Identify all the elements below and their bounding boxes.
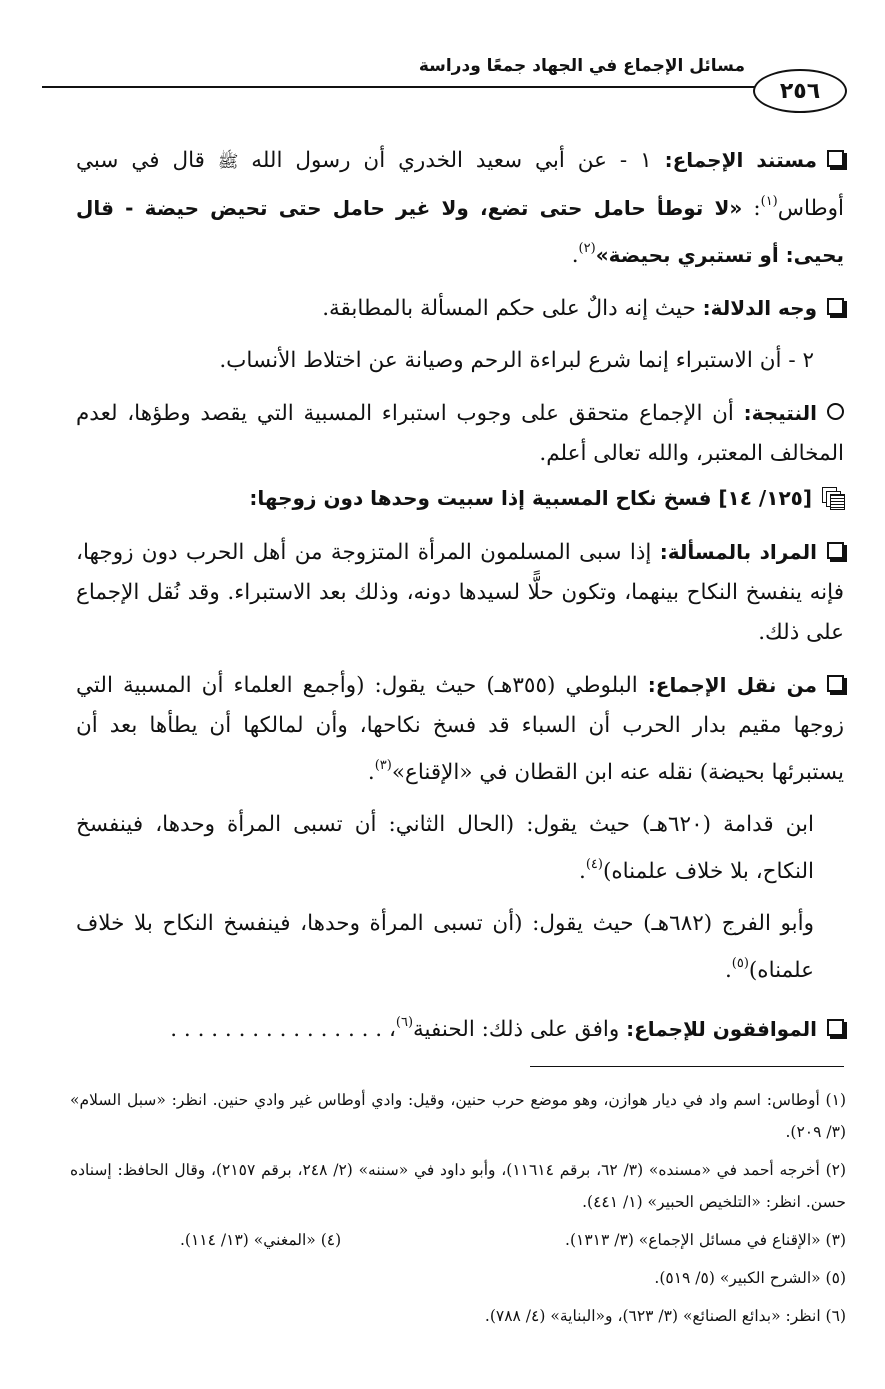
mustanad-text-1: ١ - عن أبي سعيد الخدري أن رسول الله <box>238 148 665 173</box>
muwafiqun-paragraph <box>76 1003 844 1050</box>
abu-faraj-text: وأبو الفرج (٦٨٢هـ) حيث يقول: (أن تسبى المرأة وحدها، فينفسخ النكاح بلا خلاف علمناه) <box>76 911 814 983</box>
header-rule <box>42 86 762 88</box>
footnotes <box>70 1084 846 1338</box>
end-dot: . <box>367 760 375 785</box>
square-bullet-icon <box>827 675 844 692</box>
mustanad-paragraph <box>76 140 844 276</box>
running-title: مسائل الإجماع في الجهاد جمعًا ودراسة <box>418 56 745 76</box>
result-text: أن الإجماع متحقق على وجوب استبراء المسبية التي يقصد وطؤها، لعدم المخالف المعتبر، والله تعالى أعلم. <box>76 401 844 466</box>
murad-paragraph <box>76 532 844 653</box>
footnote-5: (٥) «الشرح الكبير» (٥/ ٥١٩). <box>654 1269 846 1287</box>
naql-text: البلوطي (٣٥٥هـ) حيث يقول: (وأجمع العلماء أن المسبية التي زوجها مقيم بدار الحرب أن السباء قد فسخ نكاحها، وأن لمالكها أن يطأها بعد أن يستبرئها بحيضة) نقله عنه ابن القطان في «الإقناع» <box>76 673 844 785</box>
footnote-ref-3[interactable]: (٣) <box>374 758 392 773</box>
ibn-qudama-paragraph <box>76 805 844 892</box>
mustanad-text-3: : <box>742 196 761 221</box>
result-paragraph <box>76 393 844 474</box>
square-bullet-icon <box>827 1019 844 1036</box>
main-text <box>76 140 844 1062</box>
footnote-ref-6[interactable]: (٦) <box>395 1015 414 1030</box>
muwafiqun-text: وافق على ذلك: الحنفية <box>413 1017 627 1042</box>
result-label: النتيجة: <box>743 401 817 425</box>
ibn-qudama-text: ابن قدامة (٦٢٠هـ) حيث يقول: (الحال الثاني: أن تسبى المرأة وحدها، فينفسخ النكاح، بلا خلاف علمناه) <box>76 812 814 884</box>
muwafiqun-label: الموافقون للإجماع: <box>626 1017 817 1041</box>
section-heading-text: [١٢٥/ ١٤] فسخ نكاح المسبية إذا سبيت وحدها دون زوجها: <box>249 486 812 510</box>
mustanad-label: مستند الإجماع: <box>664 148 817 172</box>
footnote-3: (٣) «الإقناع في مسائل الإجماع» (٣/ ١٣١٣). <box>565 1231 846 1249</box>
footnote-rule <box>530 1066 844 1067</box>
dalala-text: حيث إنه دالٌ على حكم المسألة بالمطابقة. <box>322 296 703 321</box>
circle-bullet-icon <box>827 403 844 420</box>
footnote-ref-2[interactable]: (٢) <box>578 241 596 256</box>
dalala-label: وجه الدلالة: <box>702 296 817 320</box>
abu-faraj-paragraph <box>76 904 844 991</box>
murad-text: إذا سبى المسلمون المرأة المتزوجة من أهل الحرب دون زوجها، فإنه ينفسخ النكاح بينهما، وتكون حلًّا لسيدها دونه، وذلك بعد الاستبراء. وقد نُقل الإجماع على ذلك. <box>76 540 844 645</box>
page-number: ٢٥٦ <box>753 69 847 113</box>
end-dot: . <box>571 243 579 268</box>
footnote-ref-5[interactable]: (٥) <box>731 956 749 971</box>
footnote-ref-1[interactable]: (١) <box>760 194 778 209</box>
footnote-1: (١) أوطاس: اسم واد في ديار هوازن، وهو موضع حرب حنين، وقيل: وادي أوطاس غير وادي حنين. انظر: «سبل السلام» (٣/ ٢٠٩). <box>70 1091 846 1141</box>
footnote-row-3-4 <box>70 1224 846 1262</box>
documents-icon <box>822 487 844 507</box>
point-2-paragraph: ٢ - أن الاستبراء إنما شرع لبراءة الرحم وصيانة عن اختلاط الأنساب. <box>219 348 814 373</box>
section-heading <box>76 486 844 510</box>
square-bullet-icon <box>827 542 844 559</box>
mustanad-text-2: قال في سبي أوطاس <box>76 148 845 221</box>
end-dot: . <box>724 958 732 983</box>
end-dot: . <box>578 859 586 884</box>
square-bullet-icon <box>827 150 844 167</box>
naql-paragraph <box>76 665 844 793</box>
pbuh-glyph: ﷺ <box>217 152 239 172</box>
murad-label: المراد بالمسألة: <box>659 540 817 564</box>
hadith-text: «لا توطأ حامل حتى تضع، ولا غير حامل حتى تحيض حيضة - قال يحيى: أو تستبري بحيضة» <box>76 196 844 267</box>
footnote-4: (٤) «المغني» (١٣/ ١١٤). <box>180 1231 342 1249</box>
footnote-ref-4[interactable]: (٤) <box>585 857 603 872</box>
naql-label: من نقل الإجماع: <box>647 673 817 697</box>
dalala-paragraph <box>76 288 844 329</box>
footnote-6: (٦) انظر: «بدائع الصنائع» (٣/ ٦٢٣)، و«البناية» (٤/ ٧٨٨). <box>484 1307 846 1325</box>
square-bullet-icon <box>827 298 844 315</box>
footnote-2: (٢) أخرجه أحمد في «مسنده» (٣/ ٦٢، برقم ١١٦١٤)، وأبو داود في «سننه» (٢/ ٢٤٨، برقم ٢١٥٧)، وقال الحافظ: إسناده حسن. انظر: «التلخيص الحبير» (١/ ٤٤١). <box>70 1161 847 1211</box>
continuation-dots: ، . . . . . . . . . . . . . . . . <box>170 1017 396 1042</box>
